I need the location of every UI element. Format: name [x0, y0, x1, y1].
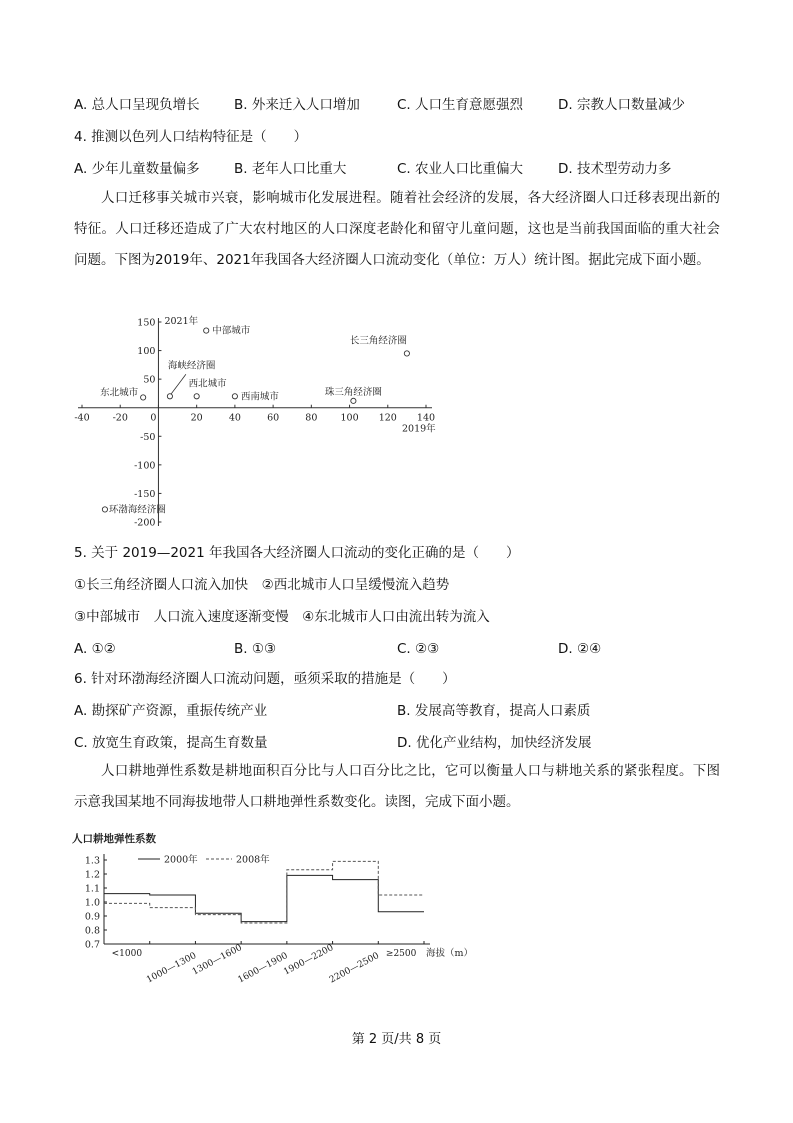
q5-option-a: A. ①② — [74, 641, 116, 657]
q5-statement-1: ①长三角经济圈人口流入加快 ②西北城市人口呈缓慢流入趋势 — [74, 577, 450, 593]
legend-label-2008: 2008年 — [236, 854, 270, 866]
q3-option-a: A. 总人口呈现负增长 — [74, 97, 200, 113]
data-point — [232, 394, 237, 399]
x-tick-label: 1000—1300 — [145, 950, 199, 986]
data-point — [194, 394, 199, 399]
y-tick-label: -200 — [134, 517, 156, 529]
x-tick-label: 0 — [150, 412, 157, 424]
y-tick-label: 1.0 — [84, 897, 100, 909]
q6-option-d: D. 优化产业结构，加快经济发展 — [397, 735, 592, 751]
passage-migration: 人口迁移事关城市兴衰，影响城市化发展进程。随着社会经济的发展，各大经济圈人口迁移表现出新的特征。人口迁移还造成了广大农村地区的人口深度老龄化和留守儿童问题，这也是当前我国面临的重大社会问题。下图为2019年、2021年我国各大经济圈人口流动变化（单位：万人）统计图。据此完成下面小题。 — [74, 190, 720, 268]
y-tick-label: 0.9 — [84, 911, 100, 923]
x-tick-label: 60 — [267, 412, 280, 424]
leader-line — [171, 374, 186, 394]
data-point — [204, 328, 209, 333]
y-tick-label: -50 — [140, 431, 156, 443]
data-point — [404, 351, 409, 356]
q5-option-b: B. ①③ — [234, 641, 277, 657]
point-label: 东北城市 — [100, 387, 139, 399]
x-axis-title: 2019年 — [402, 423, 436, 435]
x-tick-label: 100 — [340, 412, 359, 424]
y-tick-label: 0.7 — [84, 939, 100, 951]
x-tick-label: 1900—2200 — [282, 942, 336, 978]
y-tick-label: -100 — [134, 460, 156, 472]
data-point — [167, 394, 172, 399]
x-tick-label: 1300—1600 — [190, 942, 244, 978]
page-footer: 第 2 页/共 8 页 — [351, 1032, 442, 1047]
point-label: 环渤海经济圈 — [108, 504, 166, 516]
q5-option-d: D. ②④ — [558, 641, 602, 657]
q6-stem: 6. 针对环渤海经济圈人口流动问题，亟须采取的措施是（ ） — [74, 671, 456, 687]
x-tick-label: -20 — [112, 412, 128, 424]
y-axis-title: 2021年 — [164, 316, 199, 327]
y-tick-label: 1.2 — [84, 869, 100, 881]
passage-elasticity: 人口耕地弹性系数是耕地面积百分比与人口百分比之比，它可以衡量人口与耕地关系的紧张程度。下图示意我国某地不同海拔地带人口耕地弹性系数变化。读图，完成下面小题。 — [74, 763, 720, 810]
y-tick-label: 1.3 — [84, 855, 100, 867]
y-tick-label: 150 — [137, 317, 156, 329]
q4-option-c: C. 农业人口比重偏大 — [397, 161, 524, 177]
x-tick-label: 120 — [378, 412, 397, 424]
elasticity-step-chart — [68, 828, 488, 986]
x-tick-label: 140 — [416, 412, 436, 424]
q3-option-b: B. 外来迁入人口增加 — [234, 97, 360, 113]
migration-scatter-chart — [68, 310, 448, 530]
point-label: 西南城市 — [240, 391, 279, 403]
x-tick-label: 20 — [190, 412, 203, 424]
x-tick-label: -40 — [74, 412, 90, 424]
chart-title: 人口耕地弹性系数 — [72, 833, 156, 845]
data-point — [141, 395, 146, 400]
point-label: 珠三角经济圈 — [324, 386, 382, 398]
x-axis-title: 海拔（m） — [426, 948, 474, 959]
q6-option-b: B. 发展高等教育，提高人口素质 — [397, 703, 591, 719]
point-label: 海峡经济圈 — [167, 360, 216, 372]
x-tick-label: 80 — [305, 412, 318, 424]
q5-stem: 5. 关于 2019—2021 年我国各大经济圈人口流动的变化正确的是（ ） — [74, 545, 520, 561]
q5-option-c: C. ②③ — [397, 641, 440, 657]
data-point — [351, 398, 356, 403]
x-tick-label: ≥2500 — [385, 949, 417, 959]
point-label: 中部城市 — [212, 325, 251, 337]
y-tick-label: 50 — [143, 374, 156, 386]
series-2008-line — [104, 861, 424, 923]
point-label: 西北城市 — [188, 378, 227, 390]
q4-option-b: B. 老年人口比重大 — [234, 161, 347, 177]
x-tick-label: 40 — [228, 412, 241, 424]
data-point — [102, 507, 107, 512]
q6-option-a: A. 勘探矿产资源，重振传统产业 — [74, 703, 268, 719]
y-tick-label: 100 — [137, 346, 156, 358]
q3-option-c: C. 人口生育意愿强烈 — [397, 97, 524, 113]
legend-label-2000: 2000年 — [164, 854, 198, 866]
y-tick-label: 0.8 — [84, 925, 100, 937]
x-tick-label: 1600—1900 — [236, 950, 290, 986]
q4-stem: 4. 推测以色列人口结构特征是（ ） — [74, 129, 308, 145]
q5-statement-2: ③中部城市 人口流入速度逐渐变慢 ④东北城市人口由流出转为流入 — [74, 609, 490, 625]
series-2000-line — [104, 875, 424, 921]
point-label: 长三角经济圈 — [349, 335, 407, 347]
y-tick-label: -150 — [134, 488, 156, 500]
y-tick-label: 1.1 — [84, 883, 100, 895]
q6-option-c: C. 放宽生育政策，提高生育数量 — [74, 735, 268, 751]
q4-option-a: A. 少年儿童数量偏多 — [74, 161, 200, 177]
q4-option-d: D. 技术型劳动力多 — [558, 161, 672, 177]
q3-option-d: D. 宗教人口数量减少 — [558, 97, 685, 113]
x-tick-label: 2200—2500 — [327, 950, 382, 986]
x-tick-label: <1000 — [111, 949, 143, 959]
